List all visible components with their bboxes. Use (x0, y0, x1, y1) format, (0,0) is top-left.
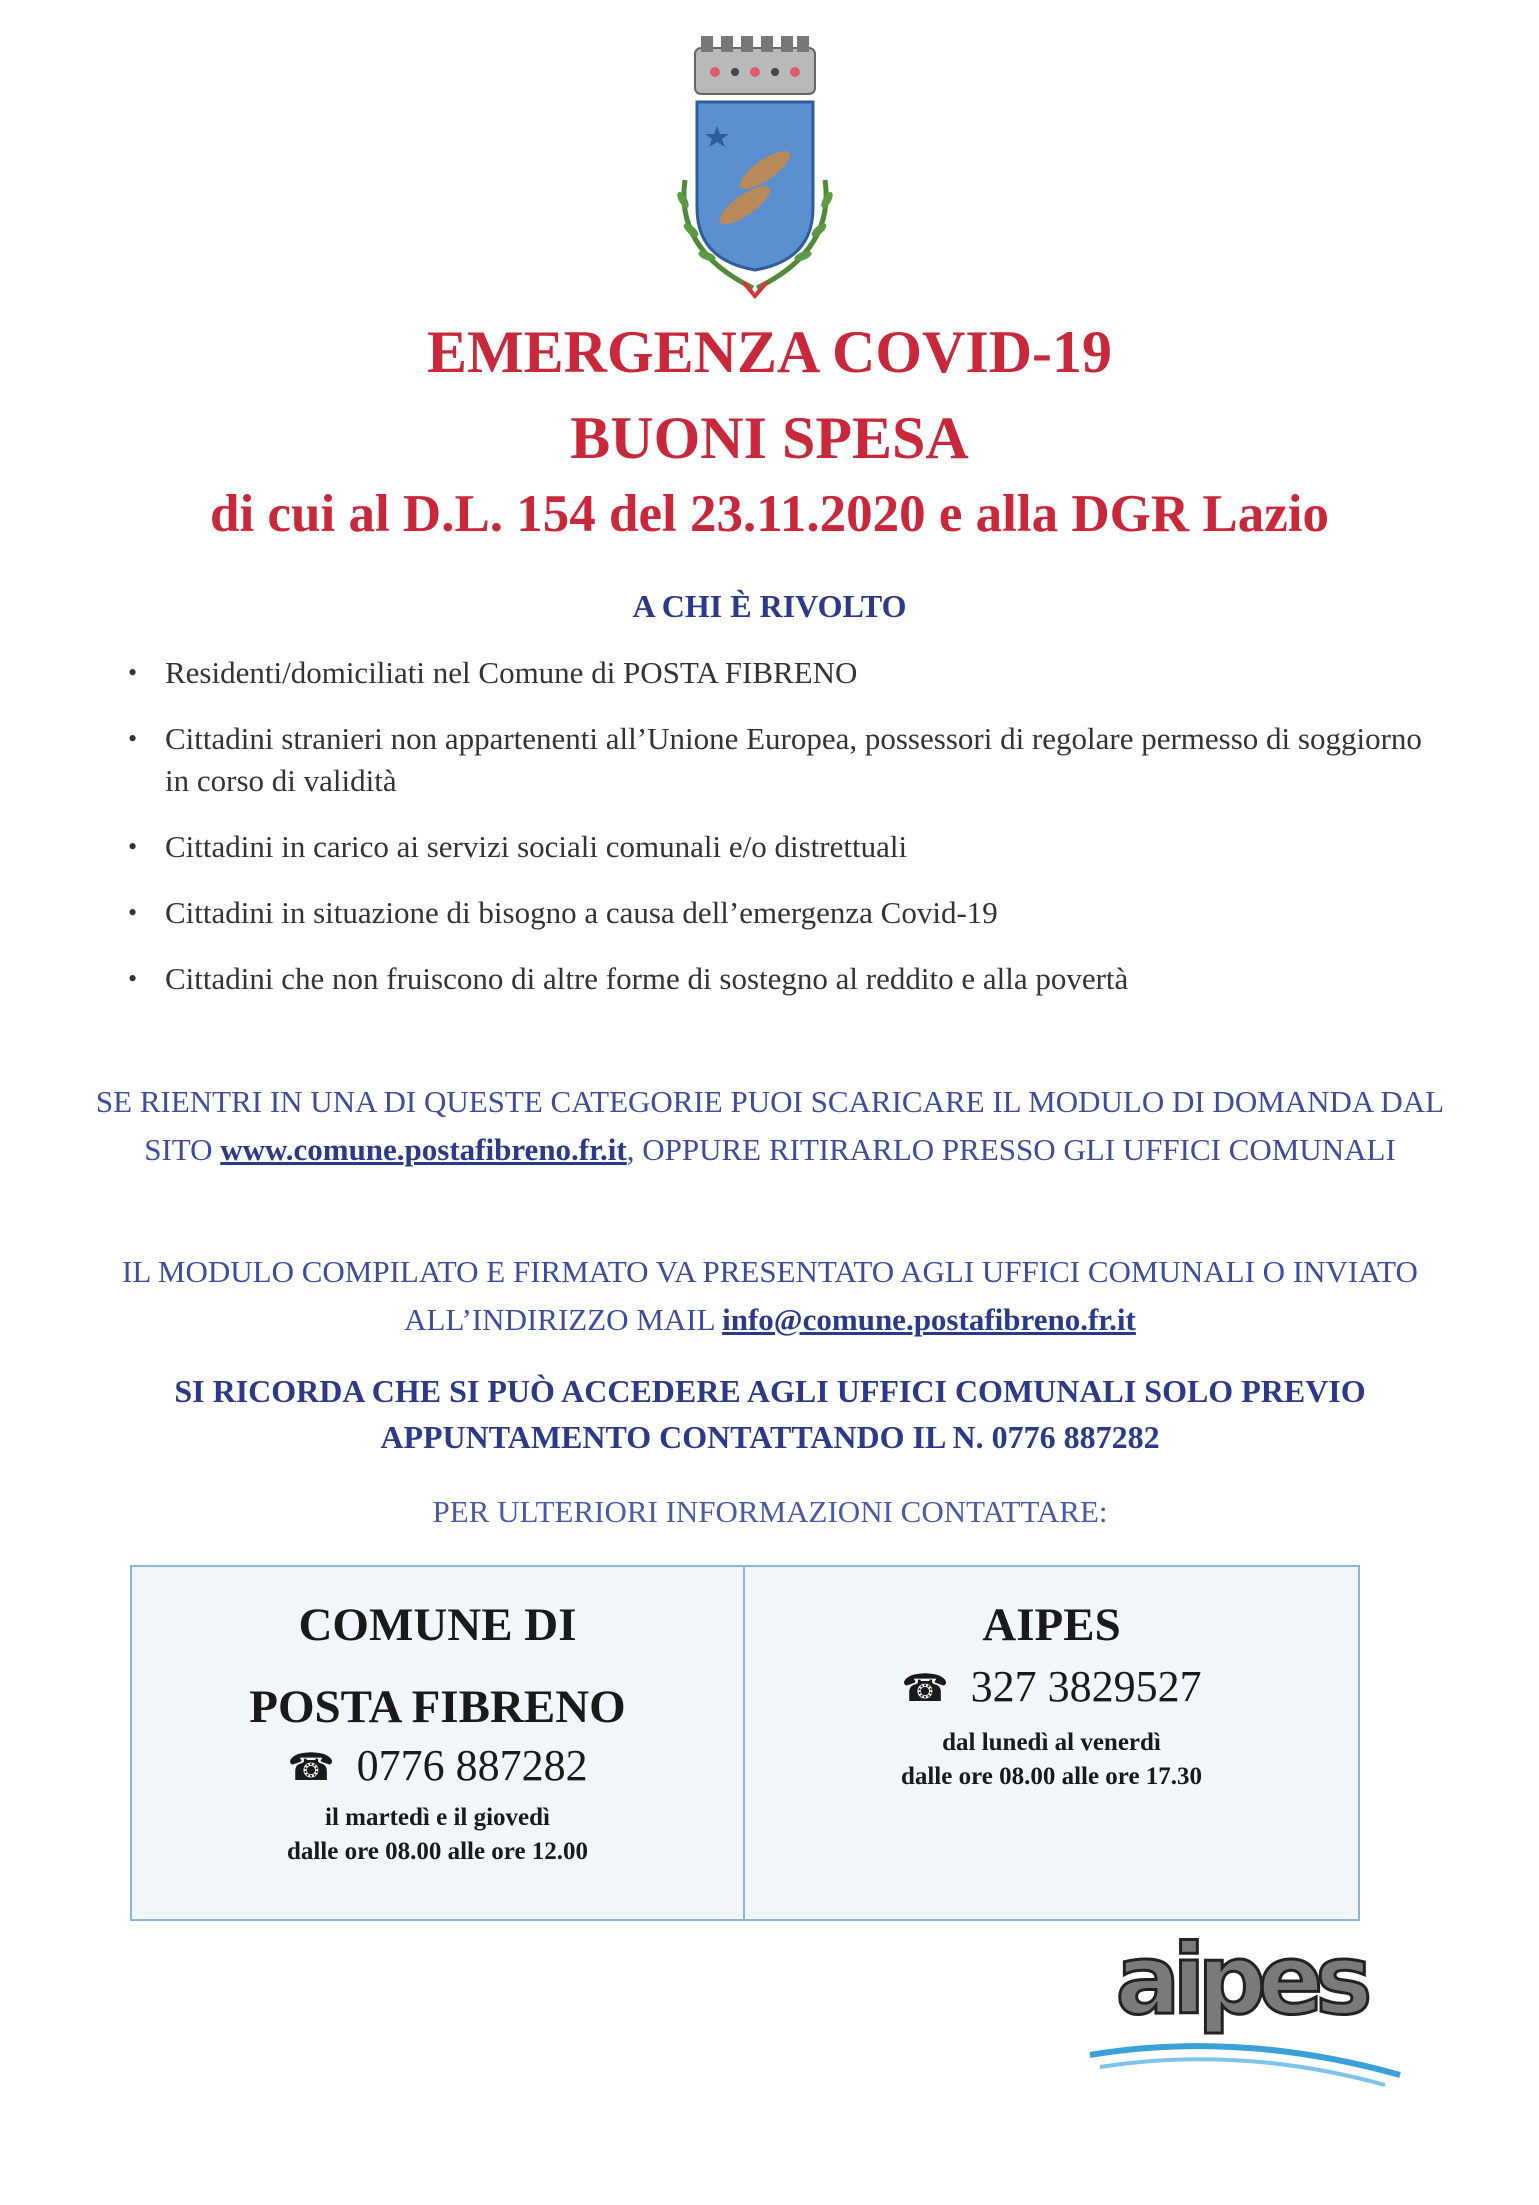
aipes-days: dal lunedì al venerdì (942, 1729, 1161, 1757)
phone-icon: ☎ (901, 1666, 949, 1711)
contact-comune (132, 1567, 745, 1919)
comune-name: POSTA FIBRENO (249, 1681, 626, 1734)
more-info-label: PER ULTERIORI INFORMAZIONI CONTATTARE: (432, 1494, 1108, 1529)
bullet-icon: • (128, 832, 138, 861)
bullet-icon: • (128, 724, 138, 753)
list-item: • Cittadini stranieri non appartenenti all’Unione Europea, possessori di regolare permesso di soggiorno in corso di validità (120, 718, 1440, 802)
aipes-logo-icon (1070, 1935, 1410, 2095)
download-paragraph: SE RIENTRI IN UNA DI QUESTE CATEGORIE PUOI SCARICARE IL MODULO DI DOMANDA DAL SITO www.comune.postafibreno.fr.it, OPPURE RITIRARLO PRESSO GLI UFFICI COMUNALI (95, 1084, 1445, 1167)
list-item: • Residenti/domiciliati nel Comune di POSTA FIBRENO (120, 652, 1440, 694)
contacts-box (130, 1565, 1360, 1921)
coat-of-arms-icon (645, 30, 865, 300)
comune-title: COMUNE DI (298, 1599, 577, 1651)
submit-paragraph: IL MODULO COMPILATO E FIRMATO VA PRESENTATO AGLI UFFICI COMUNALI O INVIATO ALL’INDIRIZZO MAIL info@comune.postafibreno.fr.it (122, 1254, 1418, 1337)
bullet-icon: • (128, 898, 138, 927)
aipes-hours: dalle ore 08.00 alle ore 17.30 (900, 1763, 1203, 1791)
comune-days: il martedì e il giovedì (325, 1803, 550, 1831)
list-item: • Cittadini che non fruiscono di altre forme di sostegno al reddito e alla povertà (120, 958, 1440, 1000)
bullet-icon: • (128, 658, 138, 687)
list-item: • Cittadini in carico ai servizi sociali comunali e/o distrettuali (120, 826, 1440, 868)
comune-phone: ☎ 0776 887282 (287, 1740, 588, 1790)
title-decree: di cui al D.L. 154 del 23.11.2020 e alla DGR Lazio (210, 485, 1329, 543)
title-emergency: EMERGENZA COVID-19 (426, 319, 1113, 385)
email-link[interactable]: info@comune.postafibreno.fr.it (722, 1302, 1136, 1337)
title-vouchers: BUONI SPESA (570, 405, 969, 471)
aipes-title: AIPES (982, 1599, 1121, 1651)
bullet-icon: • (128, 964, 138, 993)
aipes-phone: ☎ 327 3829527 (901, 1662, 1202, 1712)
comune-hours: dalle ore 08.00 alle ore 12.00 (286, 1837, 589, 1865)
contact-aipes (745, 1567, 1358, 1919)
svg-text:aipes: aipes (1115, 1935, 1365, 2036)
target-heading: A CHI È RIVOLTO (632, 588, 907, 624)
website-link[interactable]: www.comune.postafibreno.fr.it (220, 1132, 627, 1167)
appointment-reminder: SI RICORDA CHE SI PUÒ ACCEDERE AGLI UFFICI COMUNALI SOLO PREVIO APPUNTAMENTO CONTATTANDO IL N. 0776 887282 (174, 1373, 1366, 1455)
phone-icon: ☎ (287, 1744, 335, 1789)
list-item: • Cittadini in situazione di bisogno a causa dell’emergenza Covid-19 (120, 892, 1440, 934)
target-list (120, 652, 1440, 1024)
